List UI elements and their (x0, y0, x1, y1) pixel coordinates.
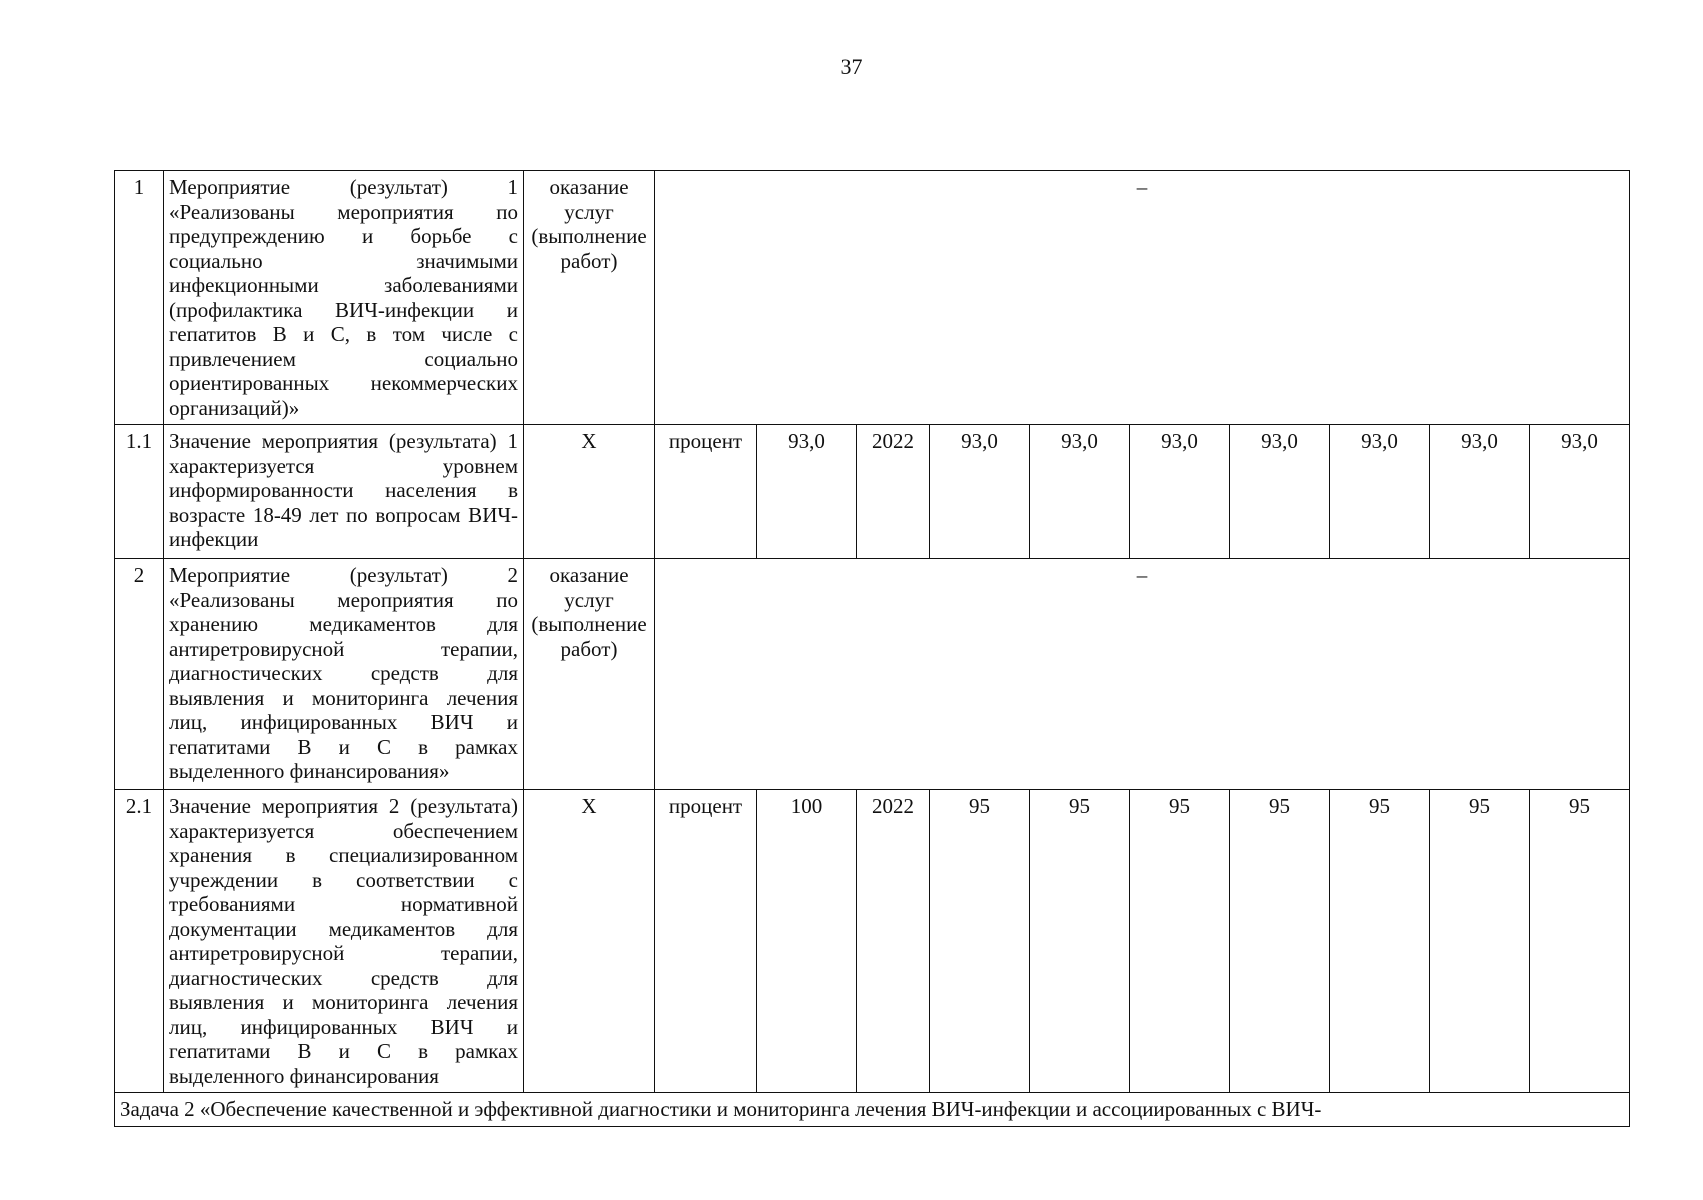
row-type: Х (524, 425, 655, 559)
table-row (115, 171, 1630, 425)
row-type: Х (524, 790, 655, 1093)
row-type: оказание услуг (выполнение работ) (524, 559, 655, 790)
base-value-cell: 93,0 (757, 425, 857, 559)
base-year-cell: 2022 (857, 790, 930, 1093)
table-row (115, 790, 1630, 1093)
value-cell: 93,0 (930, 425, 1030, 559)
row-number: 1 (115, 171, 164, 425)
value-cell: 95 (1130, 790, 1230, 1093)
base-value-cell: 100 (757, 790, 857, 1093)
row-description: Значение мероприятия 2 (результата) характеризуется обеспечением хранения в специализированном учреждении в соответствии с требованиями нормативной документации медикаментов для антиретровирусной терапии, диагностических средств для выявления и мониторинга лечения лиц, инфицированных ВИЧ и гепатитами В и С в рамках выделенного финансирования (164, 790, 524, 1093)
value-cell: 93,0 (1030, 425, 1130, 559)
table-row (115, 1093, 1630, 1127)
merged-value-cell: – (655, 171, 1630, 425)
value-cell: 95 (1530, 790, 1630, 1093)
value-cell: 95 (1430, 790, 1530, 1093)
value-cell: 93,0 (1330, 425, 1430, 559)
row-description: Мероприятие (результат) 2 «Реализованы мероприятия по хранению медикаментов для антиретровирусной терапии, диагностических средств для выявления и мониторинга лечения лиц, инфицированных ВИЧ и гепатитами В и С в рамках выделенного финансирования» (164, 559, 524, 790)
value-cell: 95 (1230, 790, 1330, 1093)
value-cell: 93,0 (1230, 425, 1330, 559)
row-number: 2 (115, 559, 164, 790)
row-number: 1.1 (115, 425, 164, 559)
row-number: 2.1 (115, 790, 164, 1093)
task-heading: Задача 2 «Обеспечение качественной и эффективной диагностики и мониторинга лечения ВИЧ-инфекции и ассоциированных с ВИЧ- (115, 1093, 1630, 1127)
table-row (115, 559, 1630, 790)
value-cell: 95 (930, 790, 1030, 1093)
row-description: Мероприятие (результат) 1 «Реализованы мероприятия по предупреждению и борьбе с социально значимыми инфекционными заболеваниями (профилактика ВИЧ-инфекции и гепатитов В и С, в том числе с привлечением социально ориентированных некоммерческих организаций)» (164, 171, 524, 425)
unit-cell: процент (655, 790, 757, 1093)
indicators-table (114, 170, 1630, 1127)
merged-value-cell: – (655, 559, 1630, 790)
page-number: 37 (840, 54, 863, 79)
value-cell: 93,0 (1430, 425, 1530, 559)
row-type: оказание услуг (выполнение работ) (524, 171, 655, 425)
value-cell: 95 (1330, 790, 1430, 1093)
value-cell: 93,0 (1130, 425, 1230, 559)
table-row (115, 425, 1630, 559)
unit-cell: процент (655, 425, 757, 559)
value-cell: 95 (1030, 790, 1130, 1093)
row-description: Значение мероприятия (результата) 1 характеризуется уровнем информированности населения в возрасте 18-49 лет по вопросам ВИЧ-инфекции (164, 425, 524, 559)
base-year-cell: 2022 (857, 425, 930, 559)
value-cell: 93,0 (1530, 425, 1630, 559)
